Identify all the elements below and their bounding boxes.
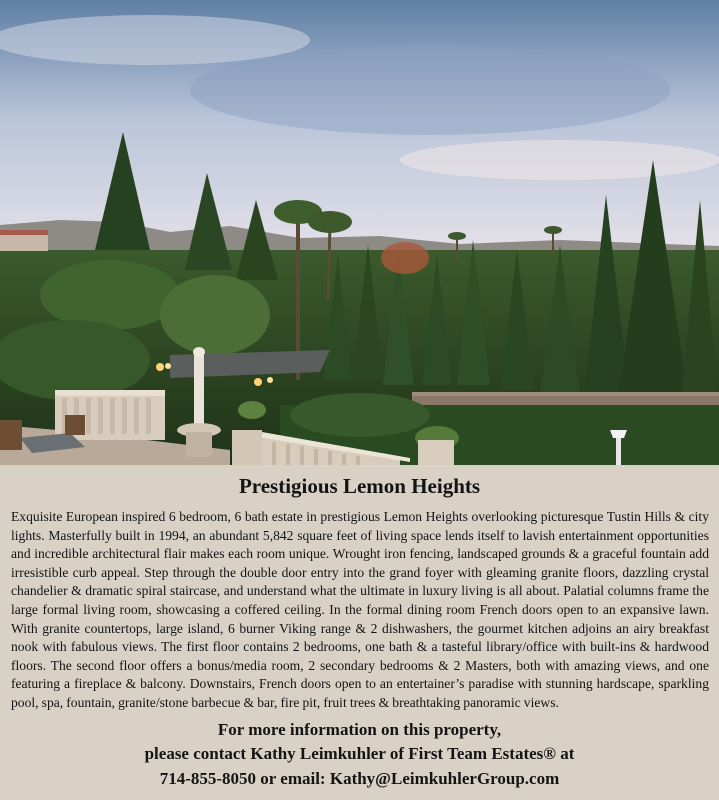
contact-line-2: please contact Kathy Leimkuhler of First Team Estates® at xyxy=(144,744,575,764)
contact-line-1: For more information on this property, xyxy=(217,719,502,739)
contact-info xyxy=(0,718,719,792)
listing-title: Prestigious Lemon Heights xyxy=(238,474,481,498)
listing-content xyxy=(0,465,719,800)
listing-description: Exquisite European inspired 6 bedroom, 6 bath estate in prestigious Lemon Heights overlooking picturesque Tustin Hills & city lights. Masterfully built in 1994, an abundant 5,842 square feet of living space lends itself to lavish entertainment opportunities and incredible architectural flair makes each room unique. Wrought iron fencing, landscaped grounds & a graceful fountain add irresistible curb appeal. Step through the double door entry into the grand foyer with gleaming granite floors, dazzling crystal chandelier & dramatic spiral staircase, and understand what the ultimate in luxury living is all about. Palatial columns frame the large formal living room, showcasing a coffered ceiling. In the formal dining room French doors open to an expansive lawn. With granite countertops, large island, 6 burner Viking range & 2 dishwashers, the gourmet kitchen adjoins an airy breakfast nook with fabulous views. The first floor contains 2 bedrooms, one bath & a tasteful library/office with built-ins & hardwood floors. The second floor offers a bonus/media room, 2 secondary bedrooms & 2 Masters, both with amazing views, and one featuring a fireplace & balcony. Downstairs, French doors open to an entertainer’s paradise with stunning hardscape, sparkling pool, spa, fountain, granite/stone barbecue & bar, fire pit, fruit trees & breathtaking panoramic views. xyxy=(11,509,709,710)
contact-line-3[interactable]: 714-855-8050 or email: Kathy@LeimkuhlerGroup.com xyxy=(159,768,560,788)
